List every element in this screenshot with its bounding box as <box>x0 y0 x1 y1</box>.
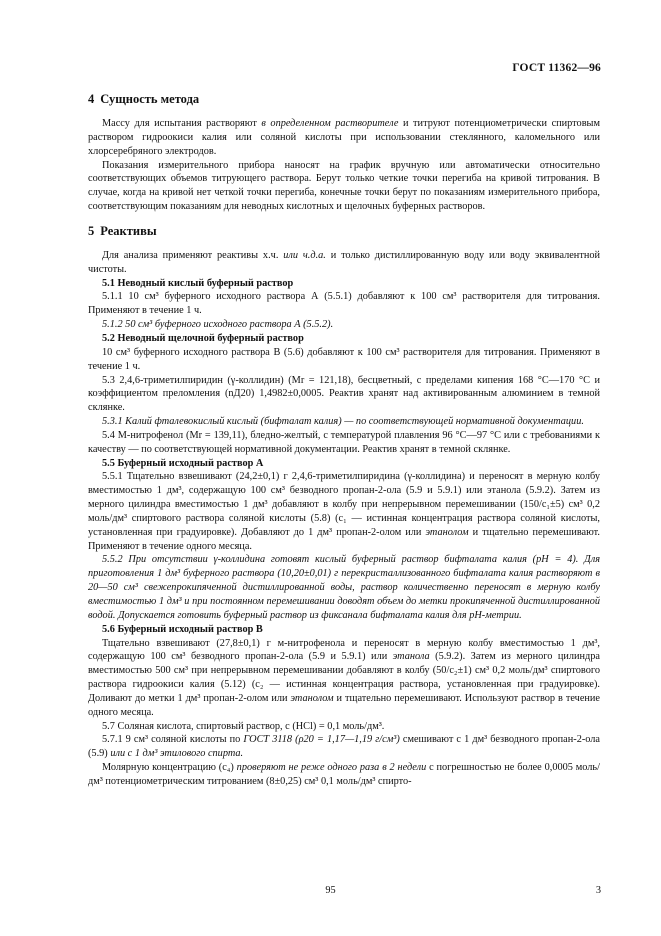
subsection-5-5-title: 5.5 Буферный исходный раствор А <box>102 457 264 469</box>
paragraph-5-6: Тщательно взвешивают (27,8±0,1) г м-нитрофенола и переносят в мерную колбу вместимостью 1 дм³, содержащую 100 см³ безводного пропан-2-ола (5.9 и 5.9.1) или этанола (5.9.2). Затем из мерного цилиндра вместимостью 500 см³ при непрерывном перемешивании добавляют в колбу (50/c₂±1) см³ 0,2 моль/дм³ спиртового раствора гидроокиси калия (5.12) (c₂ — истинная концентрация раствора, установленная при градуировке). Доливают до метки 1 дм³ пропан-2-олом или этанолом и тщательно перемешивают. Используют раствор в течение одного месяца. <box>88 637 600 718</box>
section-4-paragraph-2: Показания измерительного прибора наносят на график вручную или автоматически относительно соответствующих объемов титрующего раствора. Берут только четкие точки перегиба на кривой титрования. В случае, когда на кривой нет четкой точки перегиба, конечные точки берут по показаниям измерительного прибора, соответствующим показаниям для неводных кислотных и щелочных буферных растворов. <box>88 159 600 213</box>
paragraph-5-7-1: 5.7.1 9 см³ соляной кислоты по ГОСТ 3118 (ρ20 = 1,17—1,19 г/см³) смешивают с 1 дм³ безводного пропан-2-ола (5.9) или с 1 дм³ этилового спирта. <box>88 734 600 760</box>
paragraph-5-1-1: 5.1.1 10 см³ буферного исходного раствора А (5.5.1) добавляют к 100 см³ растворителя для титрования. Применяют в течение 1 ч. <box>88 291 600 317</box>
section-5-intro: Для анализа применяют реактивы х.ч. или ч.д.а. и только дистиллированную воду или воду эквивалентной чистоты. <box>88 249 600 275</box>
section-4-heading: 4 Сущность метода <box>88 92 200 106</box>
document-id: ГОСТ 11362—96 <box>512 62 601 74</box>
subsection-5-2-title: 5.2 Неводный щелочной буферный раствор <box>102 332 304 344</box>
subsection-5-1-title: 5.1 Неводный кислый буферный раствор <box>102 277 294 289</box>
section-4-paragraph-1: Массу для испытания растворяют в определенном растворителе и титруют потенциометрически спиртовым раствором гидроокиси калия или соляной кислоты при использовании стеклянного, каломельного или хлорсеребряного электродов. <box>88 118 600 157</box>
paragraph-5-7: 5.7 Соляная кислота, спиртовый раствор, c (HCl) = 0,1 моль/дм³. <box>102 720 385 732</box>
paragraph-5-7-2: Молярную концентрацию (c₄) проверяют не реже одного раза в 2 недели с погрешностью не более 0,0005 моль/дм³ потенциометрическим титрованием (8±0,25) см³ 0,1 моль/дм³ спирто- <box>88 762 600 787</box>
page-number-right: 3 <box>595 885 601 896</box>
document-body <box>88 92 600 789</box>
paragraph-5-3-1: 5.3.1 Калий фталевокислый кислый (бифталат калия) — по соответствующей нормативной документации. <box>102 416 584 428</box>
paragraph-5-1-2: 5.1.2 50 см³ буферного исходного раствора А (5.5.2). <box>102 319 334 331</box>
subsection-5-6-title: 5.6 Буферный исходный раствор В <box>102 623 263 635</box>
section-5-heading: 5 Реактивы <box>88 223 157 238</box>
paragraph-5-5-1: 5.5.1 Тщательно взвешивают (24,2±0,1) г 2,4,6-триметилпиридина (γ-коллидина) и переносят в мерную колбу вместимостью 1 дм³, содержащую 100 см³ безводного пропан-2-ола (5.9 и 5.9.1) или этанола (5.9.2). Затем из мерного цилиндра вместимостью 1 дм³ добавляют в колбу при непрерывном перемешивании (150/c₁±5) см³ 0,2 моль/дм³ спиртового раствора соляной кислоты (5.8) (c₁ — истинная концентрация раствора соляной кислоты, установленная при градуировке). Добавляют до 1 дм³ пропан-2-олом или этанолом и тщательно перемешивают. Применяют в течение одного месяца. <box>88 471 600 552</box>
paragraph-5-5-2: 5.5.2 При отсутствии γ-коллидина готовят кислый буферный раствор бифталата калия (pH = 4). Для приготовления 1 дм³ буферного раствора (10,20±0,01) г перекристаллизованного бифталата калия растворяют в 20—50 см³ свежепрокипяченной дистиллированной воды, раствор количественно переносят в мерную колбу вместимостью 1 дм³ и при постоянном перемешивании доводят объем до метки прокипяченной дистиллированной водой. Допускается готовить буферный раствор из фиксанала бифталата калия для pH-метрии. <box>88 554 600 621</box>
paragraph-5-3: 5.3 2,4,6-триметилпиридин (γ-коллидин) (Mr = 121,18), бесцветный, с пределами кипения 168 °С—170 °С и коэффициентом преломления (nД20) 1,4982±0,0005. Реактив хранят над активированным алюминием в темной склянке. <box>88 374 600 414</box>
paragraph-5-4: 5.4 М-нитрофенол (Mr = 139,11), бледно-желтый, с температурой плавления 96 °С—97 °С или с требованиями к качеству — по соответствующей нормативной документации. Реактив хранят в темной склянке. <box>88 429 600 455</box>
page-number-center: 95 <box>325 885 336 896</box>
paragraph-5-2: 10 см³ буферного исходного раствора В (5.6) добавляют к 100 см³ растворителя для титрования. Применяют в течение 1 ч. <box>88 346 600 372</box>
